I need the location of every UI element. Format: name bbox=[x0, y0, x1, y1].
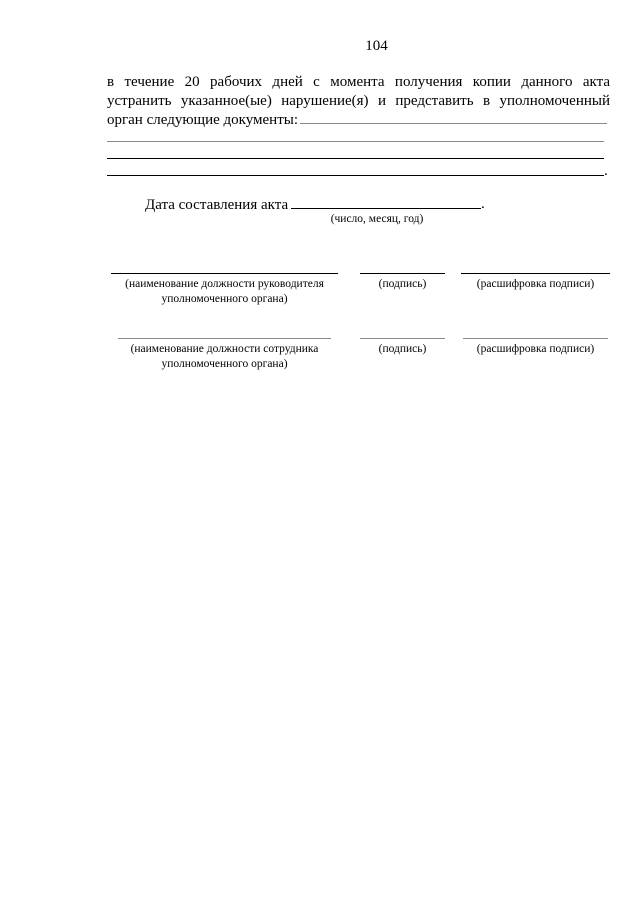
head-decoding-caption: (расшифровка подписи) bbox=[476, 278, 595, 290]
employee-signature-line bbox=[360, 338, 445, 339]
documents-fill-line-1 bbox=[300, 123, 607, 124]
date-fill-line bbox=[291, 208, 481, 209]
head-signature-caption: (подпись) bbox=[378, 278, 427, 290]
documents-fill-line-3 bbox=[107, 158, 604, 159]
paragraph-line-1: в течение 20 рабочих дней с момента получения копии данного акта bbox=[107, 74, 610, 90]
documents-fill-line-4 bbox=[107, 175, 604, 176]
date-terminal-period: . bbox=[481, 196, 485, 212]
head-position-line bbox=[111, 273, 338, 274]
employee-decoding-line bbox=[463, 338, 608, 339]
employee-position-caption-1: (наименование должности сотрудника bbox=[130, 343, 319, 355]
date-label: Дата составления акта bbox=[145, 197, 289, 213]
head-position-caption-1: (наименование должности руководителя bbox=[125, 278, 324, 290]
page-number: 104 bbox=[365, 38, 388, 54]
date-caption: (число, месяц, год) bbox=[330, 213, 424, 225]
head-signature-line bbox=[360, 273, 445, 274]
head-position-caption-2: уполномоченного органа) bbox=[161, 293, 288, 305]
employee-position-caption-2: уполномоченного органа) bbox=[161, 358, 288, 370]
employee-signature-caption: (подпись) bbox=[378, 343, 427, 355]
documents-terminal-period: . bbox=[604, 163, 608, 179]
head-decoding-line bbox=[461, 273, 610, 274]
employee-decoding-caption: (расшифровка подписи) bbox=[476, 343, 595, 355]
employee-position-line bbox=[118, 338, 331, 339]
paragraph-line-2: устранить указанное(ые) нарушение(я) и представить в уполномоченный bbox=[107, 93, 610, 109]
documents-fill-line-2 bbox=[107, 141, 604, 142]
paragraph-line-3: орган следующие документы: bbox=[107, 112, 299, 128]
